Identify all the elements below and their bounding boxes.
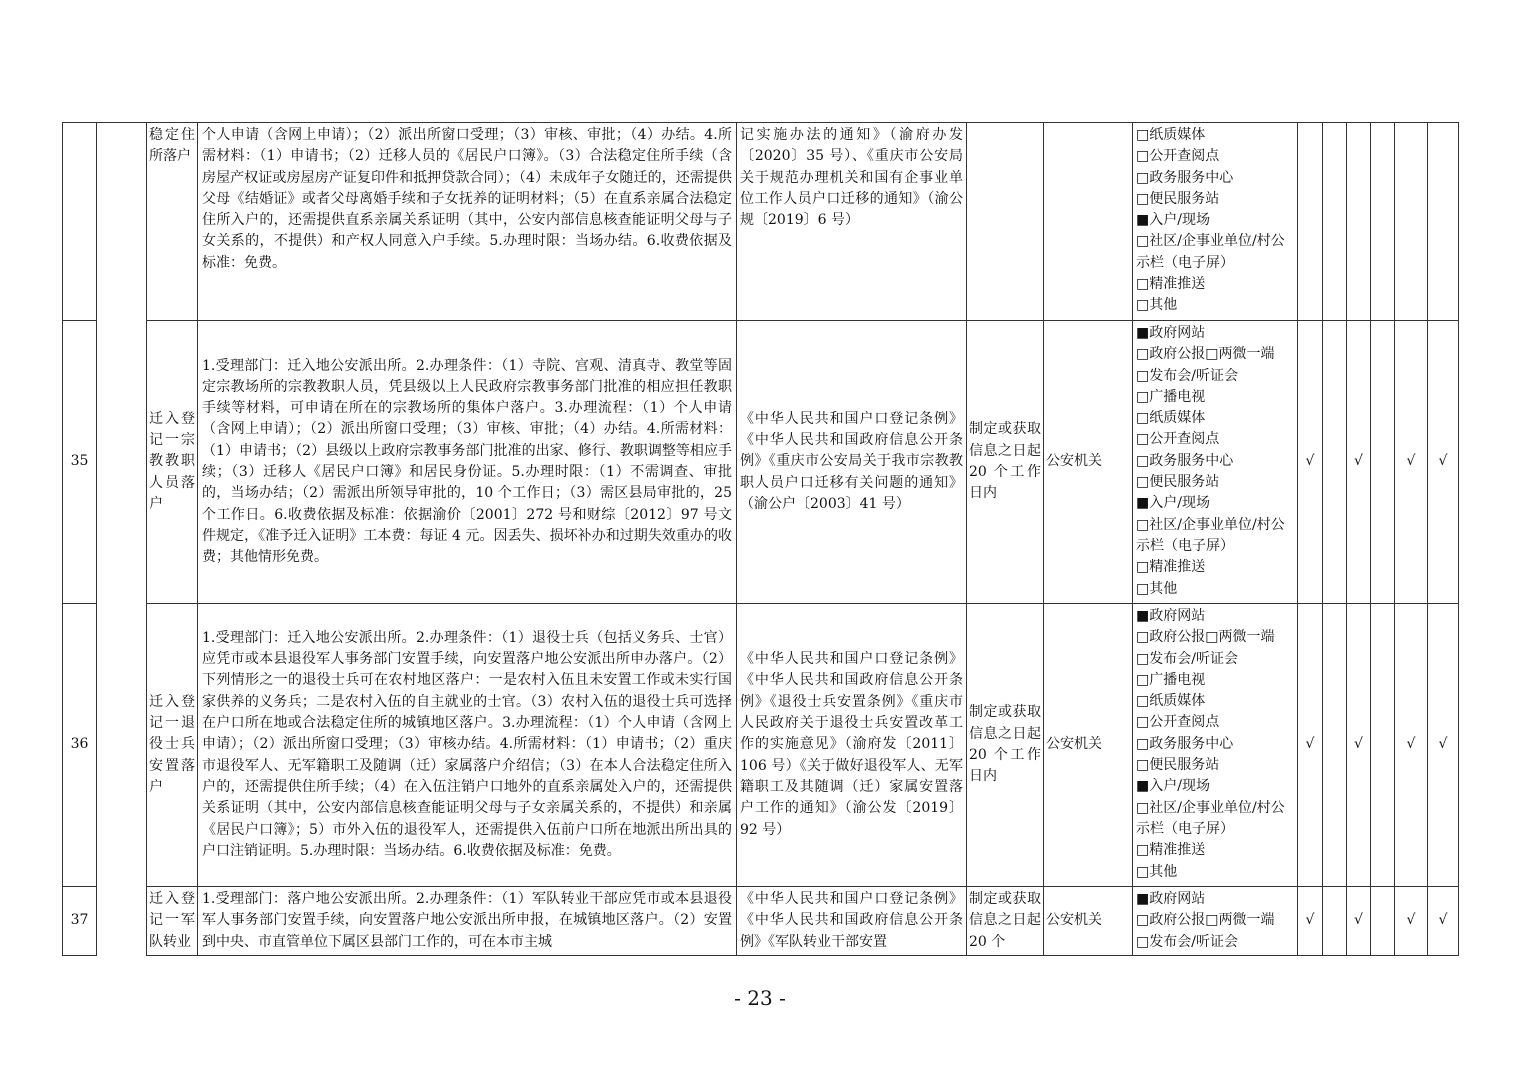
channel-item: ■入户/现场 [1136, 778, 1210, 795]
check-mark [1371, 123, 1395, 321]
check-mark: √ [1298, 887, 1323, 956]
info-disclosure-table [62, 122, 1459, 956]
check-mark: √ [1428, 321, 1459, 604]
row-number: 37 [63, 887, 97, 956]
check-mark [1323, 321, 1347, 604]
channel-item: □其他 [1136, 580, 1178, 597]
category-cell [97, 123, 147, 321]
check-mark [1371, 887, 1395, 956]
category-cell [97, 887, 147, 956]
item-name: 迁入登记一退役士兵安置落户 [147, 604, 198, 887]
item-name: 迁入登记一军队转业 [147, 887, 198, 956]
check-mark [1298, 123, 1323, 321]
check-mark [1347, 123, 1371, 321]
channel-item: □发布会/听证会 [1136, 650, 1238, 667]
disclosure-subject: 公安机关 [1044, 321, 1133, 604]
row-number [63, 123, 97, 321]
time-limit: 制定或获取信息之日起 20 个工作日内 [967, 321, 1044, 604]
row-number: 36 [63, 604, 97, 887]
check-mark: √ [1395, 604, 1428, 887]
disclosure-channels [1133, 321, 1298, 604]
channel-item: □社区/企事业单位/村公示栏（电子屏） [1136, 799, 1285, 837]
channel-item: □发布会/听证会 [1136, 367, 1238, 384]
check-mark: √ [1395, 321, 1428, 604]
channel-item: □政府公报□两微一端 [1136, 629, 1275, 646]
category-cell [97, 604, 147, 887]
channel-item: □社区/企事业单位/村公示栏（电子屏） [1136, 516, 1285, 554]
check-mark [1428, 123, 1459, 321]
check-mark: √ [1395, 887, 1428, 956]
channel-item: □政务服务中心 [1136, 169, 1234, 186]
check-mark: √ [1347, 321, 1371, 604]
channel-item: □便民服务站 [1136, 757, 1220, 774]
check-mark [1323, 887, 1347, 956]
channel-item: □精准推送 [1136, 559, 1206, 576]
channel-item: ■政府网站 [1136, 608, 1206, 624]
disclosure-subject [1044, 123, 1133, 321]
table-row [63, 604, 1459, 887]
channel-item: ■入户/现场 [1136, 495, 1210, 512]
channel-item: □精准推送 [1136, 842, 1206, 859]
channel-item: □便民服务站 [1136, 190, 1220, 207]
time-limit: 制定或获取信息之日起 20 个工作日内 [967, 604, 1044, 887]
table-row [63, 887, 1459, 956]
check-mark [1323, 604, 1347, 887]
check-mark [1323, 123, 1347, 321]
channel-item: □发布会/听证会 [1136, 933, 1238, 950]
disclosure-subject: 公安机关 [1044, 887, 1133, 956]
channel-item: □公开查阅点 [1136, 431, 1220, 448]
channel-item: □广播电视 [1136, 388, 1206, 405]
disclosure-channels [1133, 604, 1298, 887]
check-mark: √ [1347, 604, 1371, 887]
channel-item: □政府公报□两微一端 [1136, 346, 1275, 363]
item-content: 1.受理部门：落户地公安派出所。2.办理条件：（1）军队转业干部应凭市或本县退役军人事务部门安置手续，向安置落户地公安派出所申报，在城镇地区落户。（2）安置到中央、市直管单位下属区县部门工作的，可在本市主城 [198, 887, 737, 956]
channel-item: □社区/企事业单位/村公示栏（电子屏） [1136, 233, 1285, 271]
channel-item: □其他 [1136, 297, 1178, 314]
item-name: 稳定住所落户 [147, 123, 198, 321]
disclosure-channels [1133, 887, 1298, 956]
check-mark [1395, 123, 1428, 321]
table-row [63, 123, 1459, 321]
item-content: 1.受理部门：迁入地公安派出所。2.办理条件：（1）退役士兵（包括义务兵、士官）应凭市或本县退役军人事务部门安置手续，向安置落户地公安派出所申办落户。（2）下列情形之一的退役士兵可在农村地区落户：一是农村入伍且未安置工作或未实行国家供养的义务兵；二是农村入伍的自主就业的士官。（3）农村入伍的退役士兵可选择在户口所在地或合法稳定住所的城镇地区落户。3.办理流程：（1）个人申请（含网上申请）；（2）派出所窗口受理；（3）审核办结。4.所需材料：（1）申请书；（2）重庆市退役军人、无军籍职工及随调（迁）家属落户介绍信；（3）在本人合法稳定住所入户的，还需提供住所手续；（4）在入伍注销户口地外的直系亲属处入户的，还需提供关系证明（其中，公安内部信息核查能证明父母与子女亲属关系的，不提供）和亲属《居民户口簿》；5）市外入伍的退役军人，还需提供入伍前户口所在地派出所出具的户口注销证明。5.办理时限：当场办结。6.收费依据及标准：免费。 [198, 604, 737, 887]
check-mark [1371, 321, 1395, 604]
channel-item: □政务服务中心 [1136, 452, 1234, 469]
channel-item: □广播电视 [1136, 671, 1206, 688]
disclosure-subject: 公安机关 [1044, 604, 1133, 887]
channel-item: □便民服务站 [1136, 474, 1220, 491]
page-number: - 23 - [734, 986, 786, 1010]
channel-item: ■入户/现场 [1136, 212, 1210, 229]
disclosure-channels [1133, 123, 1298, 321]
channel-item: □精准推送 [1136, 276, 1206, 293]
channel-item: □纸质媒体 [1136, 127, 1206, 143]
channel-item: □公开查阅点 [1136, 714, 1220, 731]
row-number: 35 [63, 321, 97, 604]
check-mark: √ [1298, 604, 1323, 887]
item-name: 迁入登记一宗教教职人员落户 [147, 321, 198, 604]
category-cell [97, 321, 147, 604]
check-mark: √ [1428, 604, 1459, 887]
item-content: 1.受理部门：迁入地公安派出所。2.办理条件：（1）寺院、宫观、清真寺、教堂等固定宗教场所的宗教教职人员，凭县级以上人民政府宗教事务部门批准的相应担任教职手续等材料，可申请在所在的宗教场所的集体户落户。3.办理流程：（1）个人申请（含网上申请）；（2）派出所窗口受理；（3）审核、审批；（4）办结。4.所需材料：（1）申请书；（2）县级以上政府宗教事务部门批准的出家、修行、教职调整等相应手续；（3）迁移人《居民户口簿》和居民身份证。5.办理时限：（1）不需调查、审批的，当场办结；（2）需派出所领导审批的，10 个工作日；（3）需区县局审批的，25 个工作日。6.收费依据及标准：依据渝价〔2001〕272 号和财综〔2012〕97 号文件规定，《准予迁入证明》工本费：每证 4 元。因丢失、损坏补办和过期失效重办的收费；其他情形免费。 [198, 321, 737, 604]
table-row [63, 321, 1459, 604]
check-mark [1371, 604, 1395, 887]
channel-item: □政府公报□两微一端 [1136, 912, 1275, 929]
legal-basis: 《中华人民共和国户口登记条例》《中华人民共和国政府信息公开条例》《军队转业干部安置 [737, 887, 967, 956]
legal-basis: 《中华人民共和国户口登记条例》《中华人民共和国政府信息公开条例》《退役士兵安置条例》《重庆市人民政府关于退役士兵安置改革工作的实施意见》（渝府发〔2011〕106 号）《关于做好退役军人、无军籍职工及其随调（迁）家属安置落户工作的通知》（渝公发〔2019〕92 号） [737, 604, 967, 887]
legal-basis: 《中华人民共和国户口登记条例》《中华人民共和国政府信息公开条例》《重庆市公安局关于我市宗教教职人员户口迁移有关问题的通知》（渝公户〔2003〕41 号） [737, 321, 967, 604]
channel-item: □纸质媒体 [1136, 410, 1206, 427]
item-content: 个人申请（含网上申请）；（2）派出所窗口受理；（3）审核、审批；（4）办结。4.所需材料：（1）申请书；（2）迁移人员的《居民户口簿》。（3）合法稳定住所手续（含房屋产权证或房屋房产证复印件和抵押贷款合同）；（4）未成年子女随迁的，还需提供父母《结婚证》或者父母离婚手续和子女抚养的证明材料；（5）在直系亲属合法稳定住所入户的，还需提供直系亲属关系证明（其中，公安内部信息核查能证明父母与子女关系的，不提供）和产权人同意入户手续。5.办理时限：当场办结。6.收费依据及标准：免费。 [198, 123, 737, 321]
legal-basis: 记实施办法的通知》（渝府办发〔2020〕35 号）、《重庆市公安局关于规范办理机关和国有企事业单位工作人员户口迁移的通知》（渝公规〔2019〕6 号） [737, 123, 967, 321]
check-mark: √ [1347, 887, 1371, 956]
time-limit [967, 123, 1044, 321]
channel-item: □政务服务中心 [1136, 735, 1234, 752]
check-mark: √ [1428, 887, 1459, 956]
channel-item: □公开查阅点 [1136, 148, 1220, 165]
channel-item: □其他 [1136, 863, 1178, 880]
channel-item: □纸质媒体 [1136, 693, 1206, 710]
channel-item: ■政府网站 [1136, 891, 1206, 907]
channel-item: ■政府网站 [1136, 325, 1206, 341]
time-limit: 制定或获取信息之日起 20 个 [967, 887, 1044, 956]
check-mark: √ [1298, 321, 1323, 604]
